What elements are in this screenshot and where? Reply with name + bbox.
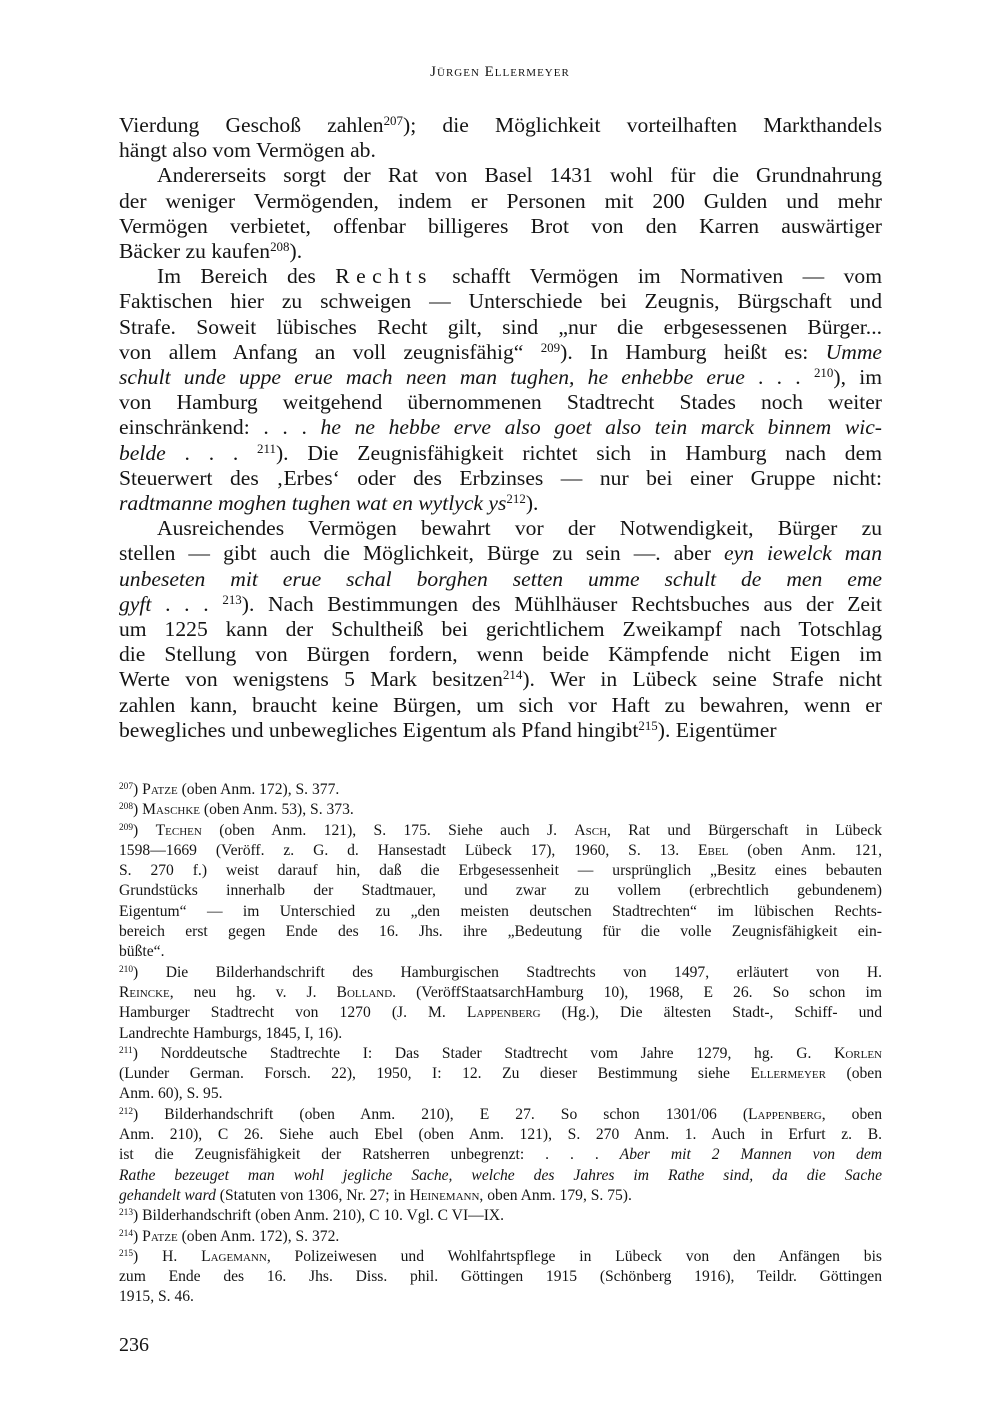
text-run: , oben Anm. 179, S. 75). [479, 1186, 632, 1204]
footnote-line [119, 800, 882, 820]
text-run: ) H. [133, 1247, 202, 1265]
text-run: ) [133, 1227, 143, 1245]
text-run: ). [525, 491, 539, 516]
footnote-ref: 214 [502, 667, 523, 683]
footnote-line [119, 983, 882, 1003]
text-run: Patze [142, 1227, 178, 1245]
text-run: 1915, S. 46. [119, 1288, 194, 1306]
text-run: hängt also vom Vermögen ab. [119, 138, 376, 163]
footnote-ref: 209 [540, 339, 561, 355]
text-run: bewegliches und unbewegliches Eigentum als Pfand hingibt [119, 717, 639, 742]
text-run: . . . [165, 440, 258, 465]
footnote-ref: 211 [257, 440, 276, 456]
text-run: von allem Anfang an voll zeugnisfähig“ [119, 339, 541, 364]
text-run: Im Bereich des [157, 264, 336, 289]
footnote-line [119, 881, 882, 901]
body-line [119, 667, 882, 692]
text-run: . . . [744, 365, 814, 390]
footnote-ref: 212 [506, 490, 526, 506]
footnote-line [119, 1206, 882, 1226]
text-run: , Polizeiwesen und Wohlfahrtspflege in Lübeck von den Anfängen bis [266, 1247, 882, 1265]
text-run: die Stellung von Bürgen fordern, wenn beide Kämpfende nicht Eigen im [119, 642, 882, 667]
text-run: Steuerwert des ‚Erbes‘ oder des Erbzinses — nur bei einer Gruppe nicht: [119, 465, 882, 490]
footnote-ref: 207 [383, 112, 404, 128]
footnote-line [119, 1044, 882, 1064]
body-line [119, 466, 882, 491]
footnote-line [119, 902, 882, 922]
text-run: Lappenberg [466, 1004, 541, 1022]
text-run: Vierdung Geschoß zahlen [119, 113, 384, 137]
text-run: stellen — gibt auch die Möglichkeit, Bürge zu sein —. aber [119, 541, 724, 566]
text-run: ). [289, 239, 303, 264]
text-run: Rechts [335, 264, 433, 289]
body-line [119, 239, 882, 264]
text-run: Anm. 210), C 26. Siehe auch Ebel (oben Anm. 121), S. 270 Anm. 1. Auch in Erfurt z. B. [119, 1126, 882, 1144]
footnote-ref: 210 [813, 364, 834, 380]
footnote-ref: 215 [638, 717, 658, 733]
text-run: Strafe. Soweit lübisches Recht gilt, sind „nur die erbgesessenen Bürger... [119, 314, 882, 339]
text-run: Ausreichendes Vermögen bewahrt vor der Notwendigkeit, Bürger zu [157, 516, 882, 541]
footnote-ref: 212 [119, 1106, 134, 1117]
text-run: Andererseits sorgt der Rat von Basel 1431 wohl für die Grundnahrung [157, 163, 882, 188]
body-line [119, 365, 882, 390]
text-run: um 1225 kann der Schultheiß bei gerichtlichem Zweikampf nach Totschlag [119, 617, 882, 642]
footnote-ref: 213 [222, 591, 242, 607]
text-run: bereich erst gegen Ende des 16. Jhs. ihre „Bedeutung für die volle Zeugnisfähigkeit ein- [119, 923, 882, 941]
text-run: ); die Möglichkeit vorteilhaften Markthandels [403, 113, 882, 137]
text-run: , Rat und Bürgerschaft in Lübeck [607, 821, 883, 839]
footnote-line [119, 942, 882, 962]
footnote-ref: 213 [119, 1208, 134, 1219]
text-run: Korlen [834, 1044, 882, 1062]
body-line [119, 617, 882, 642]
text-run: Vermögen verbietet, offenbar billigeres Brot von den Karren auswärtiger [119, 213, 882, 238]
text-run: belde [119, 440, 166, 465]
body-line [119, 390, 882, 415]
text-run: (Lunder German. Forsch. 22), 1950, I: 12. Zu dieser Bestimmung siehe [119, 1065, 751, 1083]
text-run: schult unde uppe erue mach neen man tughen, he enhebbe erue [119, 365, 745, 390]
footnote-line [119, 1267, 882, 1287]
text-run: Aber mit 2 Mannen von dem [619, 1146, 882, 1164]
text-run: Ellermeyer [750, 1065, 826, 1083]
text-run: gyft [119, 591, 152, 616]
footnote-line [119, 922, 882, 942]
text-run: eyn iewelck man [723, 541, 882, 566]
text-run: ). Die Zeugnisfähigkeit richtet sich in Hamburg nach dem [275, 440, 882, 465]
text-run: Faktischen hier zu schweigen — Unterschiede bei Zeugnis, Bürgschaft und [119, 289, 882, 314]
text-run: Techen [155, 821, 202, 839]
text-run: Maschke [142, 801, 201, 819]
text-run: (oben Anm. 121, [728, 841, 882, 859]
footnote-line [119, 1064, 882, 1084]
text-run: von Hamburg weitgehend übernommenen Stadtrecht Stades noch weiter [119, 390, 882, 415]
text-run: ist die Zeugnisfähigkeit der Ratsherren unbegrenzt: . . . [119, 1146, 620, 1164]
body-line [119, 163, 882, 188]
text-run: ) Norddeutsche Stadtrechte I: Das Stader Stadtrecht vom Jahre 1279, hg. G. [132, 1044, 835, 1062]
footnote-line [119, 1166, 882, 1186]
footnote-line [119, 1125, 882, 1145]
text-run: gehandelt ward [119, 1186, 216, 1204]
footnote-ref: 209 [119, 822, 134, 833]
text-run: (oben Anm. 121), S. 175. Siehe auch J. [201, 821, 575, 839]
footnote-line [119, 1247, 882, 1267]
text-run: 1598—1669 (Veröff. z. G. d. Hansestadt Lübeck 17), 1960, S. 13. [119, 841, 699, 859]
body-line [119, 693, 882, 718]
body-line [119, 113, 882, 138]
text-run: ). In Hamburg heißt es: [560, 339, 826, 364]
footnote-line [119, 963, 882, 983]
text-run: S. 270 f.) weist darauf hin, daß die Erbgesessenheit — ursprünglich „Besitz eines bebauten [119, 862, 882, 880]
body-line [119, 642, 882, 667]
text-run: Ebel [698, 841, 729, 859]
footnote-ref: 214 [119, 1228, 134, 1239]
text-run: unbeseten mit erue schal borghen setten umme schult de men eme [119, 566, 882, 591]
text-run: ) [133, 781, 143, 798]
text-run: he ne hebbe erve also goet also tein marck binnem wic- [320, 415, 882, 440]
text-run: Bäcker zu kaufen [119, 239, 271, 264]
body-line [119, 718, 882, 743]
text-run: Bolland [336, 983, 393, 1001]
footnote-line [119, 1105, 882, 1125]
body-line [119, 138, 882, 163]
text-run: (oben Anm. 172), S. 377. [177, 781, 340, 798]
footnote-ref: 208 [119, 802, 134, 813]
text-run: (oben [825, 1065, 883, 1083]
text-run: . (VeröffStaatsarchHamburg 10), 1968, E 26. So schon im [392, 983, 882, 1001]
text-run: büßte“. [119, 943, 165, 961]
body-line [119, 441, 882, 466]
text-run: zum Ende des 16. Jhs. Diss. phil. Göttingen 1915 (Schönberg 1916), Teildr. Göttingen [119, 1268, 882, 1286]
footnote-line [119, 821, 882, 841]
footnote-line [119, 780, 882, 800]
main-text [119, 113, 882, 743]
text-run: Patze [142, 781, 178, 798]
text-run: schafft Vermögen im Normativen — vom [432, 264, 882, 289]
footnote-ref: 211 [119, 1045, 133, 1056]
text-run: Lappenberg [748, 1105, 822, 1123]
body-line [119, 340, 882, 365]
text-run: ). Nach Bestimmungen des Mühlhäuser Rechtsbuches aus der Zeit [241, 591, 882, 616]
footnote-line [119, 1145, 882, 1165]
body-line [119, 214, 882, 239]
text-run: Anm. 60), S. 95. [119, 1085, 223, 1103]
footnote-line [119, 861, 882, 881]
body-line [119, 289, 882, 314]
text-run: ). Eigentümer [657, 717, 777, 742]
body-line [119, 592, 882, 617]
footnote-ref: 210 [119, 964, 134, 975]
footnote-ref: 215 [119, 1248, 134, 1259]
text-run: einschränkend: . . . [119, 415, 321, 440]
body-line [119, 541, 882, 566]
body-line [119, 264, 882, 289]
page-number: 236 [119, 1334, 149, 1356]
text-run: Lagemann [201, 1247, 267, 1265]
body-line [119, 567, 882, 592]
text-run: ) Bilderhandschrift (oben Anm. 210), C 10. Vgl. C VI—IX. [133, 1207, 505, 1225]
footnote-line [119, 1003, 882, 1023]
text-run: radtmanne moghen tughen wat en wytlyck ys [119, 491, 507, 516]
text-run: Asch [574, 821, 608, 839]
text-run: Hamburger Stadtrecht von 1270 (J. M. [119, 1004, 467, 1022]
text-run: zahlen kann, braucht keine Bürgen, um sich vor Haft zu bewahren, wenn er [119, 692, 882, 717]
footnote-line [119, 1287, 882, 1307]
footnote-line [119, 1024, 882, 1044]
text-run: Umme [825, 339, 882, 364]
body-line [119, 415, 882, 440]
text-run: ), im [833, 365, 882, 390]
footnote-line [119, 1186, 882, 1206]
text-run: (Hg.), Die ältesten Stadt-, Schiff- und [540, 1004, 882, 1022]
footnote-line [119, 1227, 882, 1247]
text-run: Eigentum“ — im Unterschied zu „den meisten deutschen Stadtrechten“ im lübischen Rechts- [119, 902, 882, 920]
text-run: Reincke [119, 983, 170, 1001]
text-run: (Statuten von 1306, Nr. 27; in [215, 1186, 410, 1204]
text-run: Heinemann [409, 1186, 480, 1204]
text-run: ) [133, 821, 156, 839]
body-line [119, 189, 882, 214]
body-line [119, 491, 882, 516]
body-line [119, 315, 882, 340]
text-run: (oben Anm. 53), S. 373. [200, 801, 354, 819]
running-header: Jürgen Ellermeyer [430, 64, 570, 80]
footnote-line [119, 1084, 882, 1104]
text-run: ) Die Bilderhandschrift des Hamburgischen Stadtrechts von 1497, erläutert von H. [133, 963, 882, 981]
text-run: , oben [821, 1105, 882, 1123]
footnote-ref: 207 [119, 781, 134, 792]
text-run: ) [133, 801, 143, 819]
footnote-line [119, 841, 882, 861]
text-run: , neu hg. v. J. [169, 983, 337, 1001]
text-run: Landrechte Hamburgs, 1845, I, 16). [119, 1024, 343, 1042]
text-run: Grundstücks innerhalb der Stadtmauer, und zwar zu vollem (erbrechtlich gebundenem) [119, 882, 882, 900]
text-run: Werte von wenigstens 5 Mark besitzen [119, 667, 503, 692]
footnotes [119, 780, 882, 1308]
text-run: der weniger Vermögenden, indem er Personen mit 200 Gulden und mehr [119, 188, 882, 213]
footnote-ref: 208 [270, 238, 290, 254]
text-run: . . . [151, 591, 223, 616]
text-run: (oben Anm. 172), S. 372. [177, 1227, 340, 1245]
text-run: ) Bilderhandschrift (oben Anm. 210), E 27. So schon 1301/06 ( [133, 1105, 749, 1123]
body-line [119, 516, 882, 541]
text-run: Rathe bezeuget man wohl jegliche Sache, welche des Jahres im Rathe sind, da die Sache [119, 1166, 882, 1184]
text-run: ). Wer in Lübeck seine Strafe nicht [522, 667, 883, 692]
